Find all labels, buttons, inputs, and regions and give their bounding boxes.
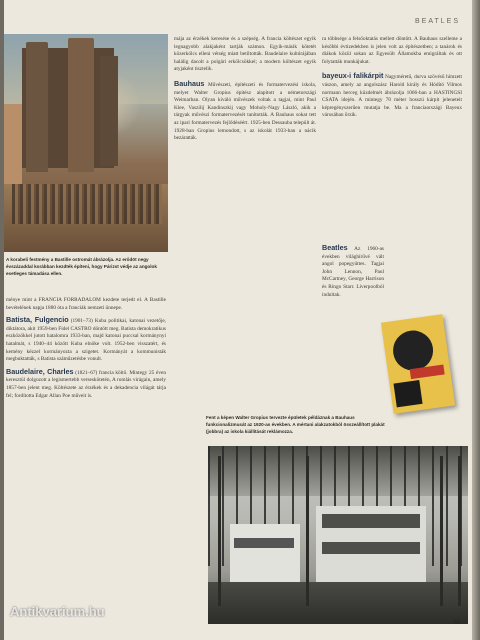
page-number: 69 xyxy=(453,620,460,626)
entry-body-bauhaus: Művészeti, építészeti és formatervezési iskola, melyet Walter Gropius építész alapított a németországi Weimarban. Olyan kiváló művészek voltak a tagjai, mint Paul Klee, Vaszilij Kandinszkij vagy Moholy-Nagy László, akik a tárgyak művészi formatervezését tanították. A Bauhaus sokat tett az ipari formatervezés fejlődéséért. 1925-ben Dessauba települt át. 1928-ban Gropius lemondott, s az iskolát 1933-ban a nácik bezáratták. xyxy=(174,81,317,142)
watermark-logo: Antikvarium.hu xyxy=(10,604,105,619)
beatles-entry xyxy=(322,244,384,300)
entry-heading-beatles: Beatles xyxy=(322,243,348,252)
magazine-page xyxy=(4,0,472,640)
bauhaus-caption: Fent a képen Walter Gropius tervezte épületek példáznak a Bauhaus funkcionalizmusát az 1920-as években. A mértani alakzatokból összeállított plakát (jobbra) az iskola kiállítását reklámozza. xyxy=(206,415,385,434)
entry-heading-bayeux: bayeux-i falikárpit xyxy=(322,71,384,81)
running-header xyxy=(4,0,472,30)
page-binding-shadow xyxy=(472,0,480,640)
column-1 xyxy=(6,297,166,401)
bauhaus-continued: ra többsége a felsőoktatás mellett döntött. A Bauhaus szelleme a későbbi évtizedekben is jelen volt az építészetben; a tanárok és diákok közül sokan az Egyesült Államokba emigráltak és ott folytatták munkájukat. xyxy=(322,36,462,65)
running-title: BEATLES xyxy=(415,18,460,25)
entry-body-bayeux: Nagyméretű, durva szövésű hímzett vászon, amely az angolszász Harold király és Hódító Vilmos normann herceg küzdelmét ábrázolja 1066-ban a HASTINGSI CSATA idején. A mintegy 70 méter hosszú kárpit jeleneteit képregényszerűen mutatja be. Ma a franciaországi Bayeux városában őrzik. xyxy=(322,74,462,119)
entry-body-batista: (1901–73) Kuba politikai, katonai vezetője, diktátora, akit 1959-ben Fidel CASTRO döntött meg. Batista demokratikus eszközökkel jutott hatalomra 1933-ban, majd katonai puccsal kormánynyi hatalmát, s 1940–44 között Kuba elnöke volt. 1952-ben visszatért, és kemény kézzel kormányozta a szigetet. Kormányát a kommunisták megbuktatták, s Batista száműzetésbe vonult. xyxy=(6,318,167,363)
entry-body-beatles: Az 1960-as években világhírűvé vált angol popegyüttes. Tagjai John Lennon, Paul McCartney, George Harrison és Ringo Starr. Liverpoolból indultak. xyxy=(322,246,384,298)
bastille-intro: ménye mint a FRANCIA FORRADALOM kezdete terjedt el. A Bastille bevételének napja 1880 óta a franciák nemzeti ünnepe. xyxy=(6,297,166,311)
bauhaus-exhibition-poster xyxy=(381,314,455,414)
entry-heading-batista: Batista, Fulgencio xyxy=(6,315,69,325)
column-3 xyxy=(322,36,462,121)
column-2 xyxy=(174,36,316,144)
painting-caption: A korabeli festmény a Bastille ostromát ábrázolja. Az erődöt negy évszázaddal korábban kezdték építeni, hogy Párizst védje az angolok esetleges támadása ellen. xyxy=(6,257,157,276)
baudelaire-continued: mája az érzékek keresése és a szépség. A francia költészet egyik legnagyobb alakjaként tartják számon. Egyik-másik kötetét közerkölcs elleni vétség miatt betiltották. Baudelaire kultúrájában halálig dacolt a polgári erkölcsökkel; a modern költészet egyik atyjaként tisztelik. xyxy=(174,36,316,73)
entry-body-baudelaire: (1821–67) francia költő. Mintegy 25 éven keresztül dolgozott a legismertebb verseskötetén, A romlás virágain, amely 1857-ben jelent meg. Költészete az érzékek és a dekadencia világát tárja fel; fordította Edgar Allan Poe műveit is. xyxy=(6,369,166,399)
entry-heading-bauhaus: Bauhaus xyxy=(174,78,205,88)
bauhaus-building-photo xyxy=(208,446,468,624)
entry-heading-baudelaire: Baudelaire, Charles xyxy=(6,366,74,376)
bastille-painting xyxy=(4,34,168,252)
